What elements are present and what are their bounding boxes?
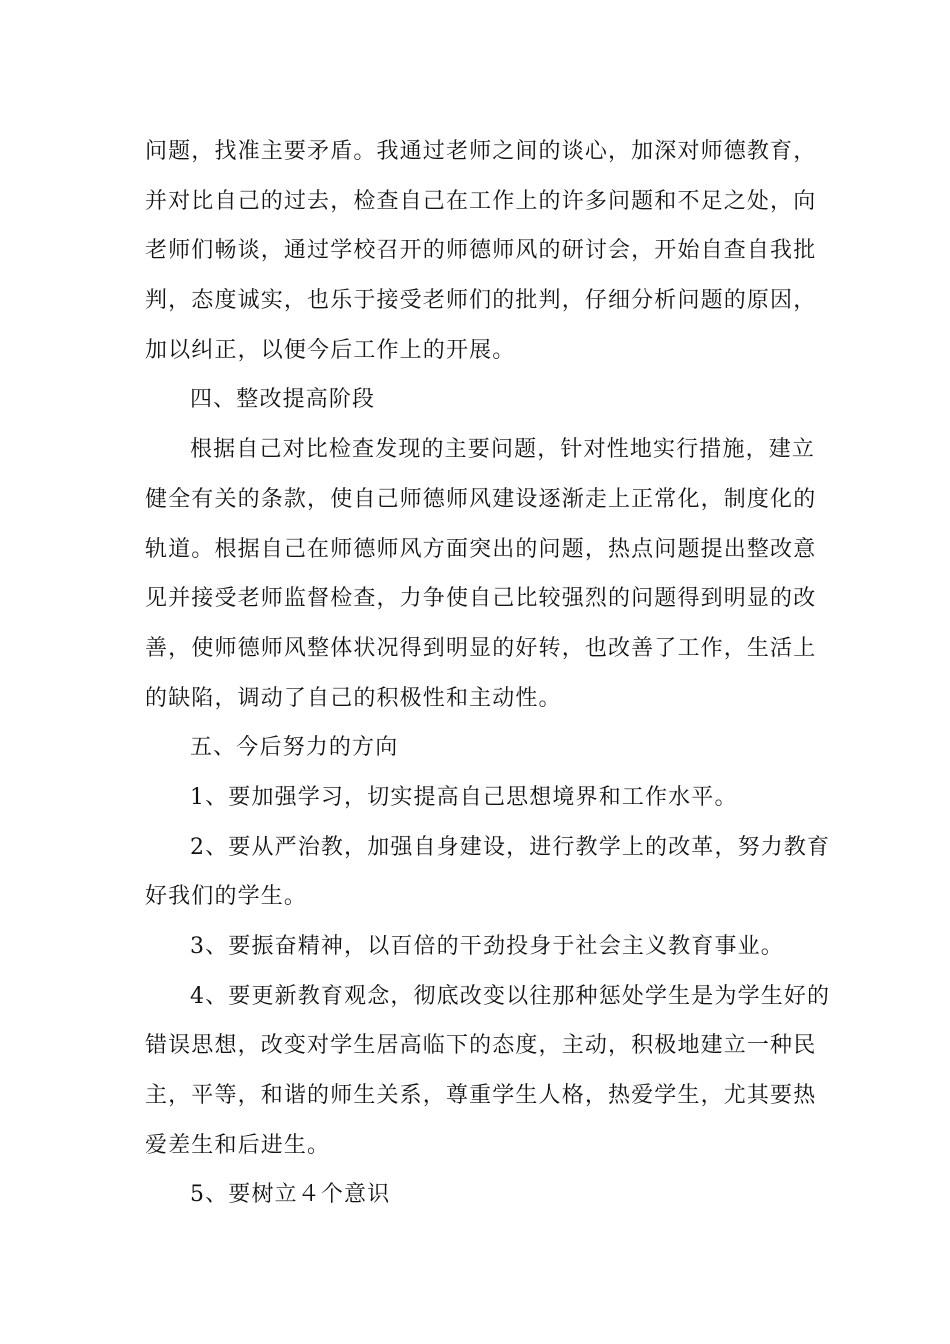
section-heading-future-direction	[145, 723, 809, 773]
text-line: 问题，找准主要矛盾。我通过老师之间的谈心，加深对师德教育，	[145, 139, 817, 164]
text-line: 判，态度诚实，也乐于接受老师们的批判，仔细分析问题的原因，	[145, 288, 817, 314]
list-item-5	[145, 1170, 809, 1220]
paragraph-rectification	[145, 425, 817, 723]
list-item-2	[145, 823, 831, 922]
list-item-1	[145, 773, 809, 823]
text-line: 加以纠正，以便今后工作上的开展。	[145, 337, 516, 363]
list-item-4	[145, 972, 831, 1171]
section-heading-rectification	[145, 375, 809, 425]
text-line: 根据自己对比检查发现的主要问题，针对性地实行措施，建立	[190, 437, 816, 463]
text-line: 5、要树立４个意识	[190, 1182, 391, 1208]
list-item-3	[145, 922, 809, 972]
text-line: 4、要更新教育观念，彻底改变以往那种惩处学生是为学生好的	[190, 983, 831, 1009]
text-line: 见并接受老师监督检查，力争使自己比较强烈的问题得到明显的改	[145, 586, 817, 612]
text-line: 爱差生和后进生。	[145, 1132, 331, 1158]
text-line: 并对比自己的过去，检查自己在工作上的许多问题和不足之处，向	[145, 188, 817, 214]
text-line: 错误思想，改变对学生居高临下的态度，主动，积极地建立一种民	[145, 1033, 817, 1059]
text-line: 2、要从严治教，加强自身建设，进行教学上的改革，努力教育	[190, 834, 831, 860]
heading-text: 五、今后努力的方向	[190, 735, 399, 761]
heading-text: 四、整改提高阶段	[190, 387, 376, 413]
text-line: 主，平等，和谐的师生关系，尊重学生人格，热爱学生，尤其要热	[145, 1083, 817, 1109]
text-line: 健全有关的条款，使自己师德师风建设逐渐走上正常化，制度化的	[145, 486, 817, 512]
text-line: 好我们的学生。	[145, 884, 308, 910]
document-body	[145, 127, 831, 1220]
text-line: 善，使师德师风整体状况得到明显的好转，也改善了工作，生活上	[145, 635, 817, 661]
text-line: 1、要加强学习，切实提高自己思想境界和工作水平。	[190, 784, 738, 810]
paragraph-self-examination-continued	[145, 127, 817, 375]
text-line: 3、要振奋精神，以百倍的干劲投身于社会主义教育事业。	[190, 934, 784, 959]
text-line: 老师们畅谈，通过学校召开的师德师风的研讨会，开始自查自我批	[145, 238, 817, 264]
text-line: 的缺陷，调动了自己的积极性和主动性。	[145, 685, 562, 711]
text-line: 轨道。根据自己在师德师风方面突出的问题，热点问题提出整改意	[145, 536, 817, 562]
